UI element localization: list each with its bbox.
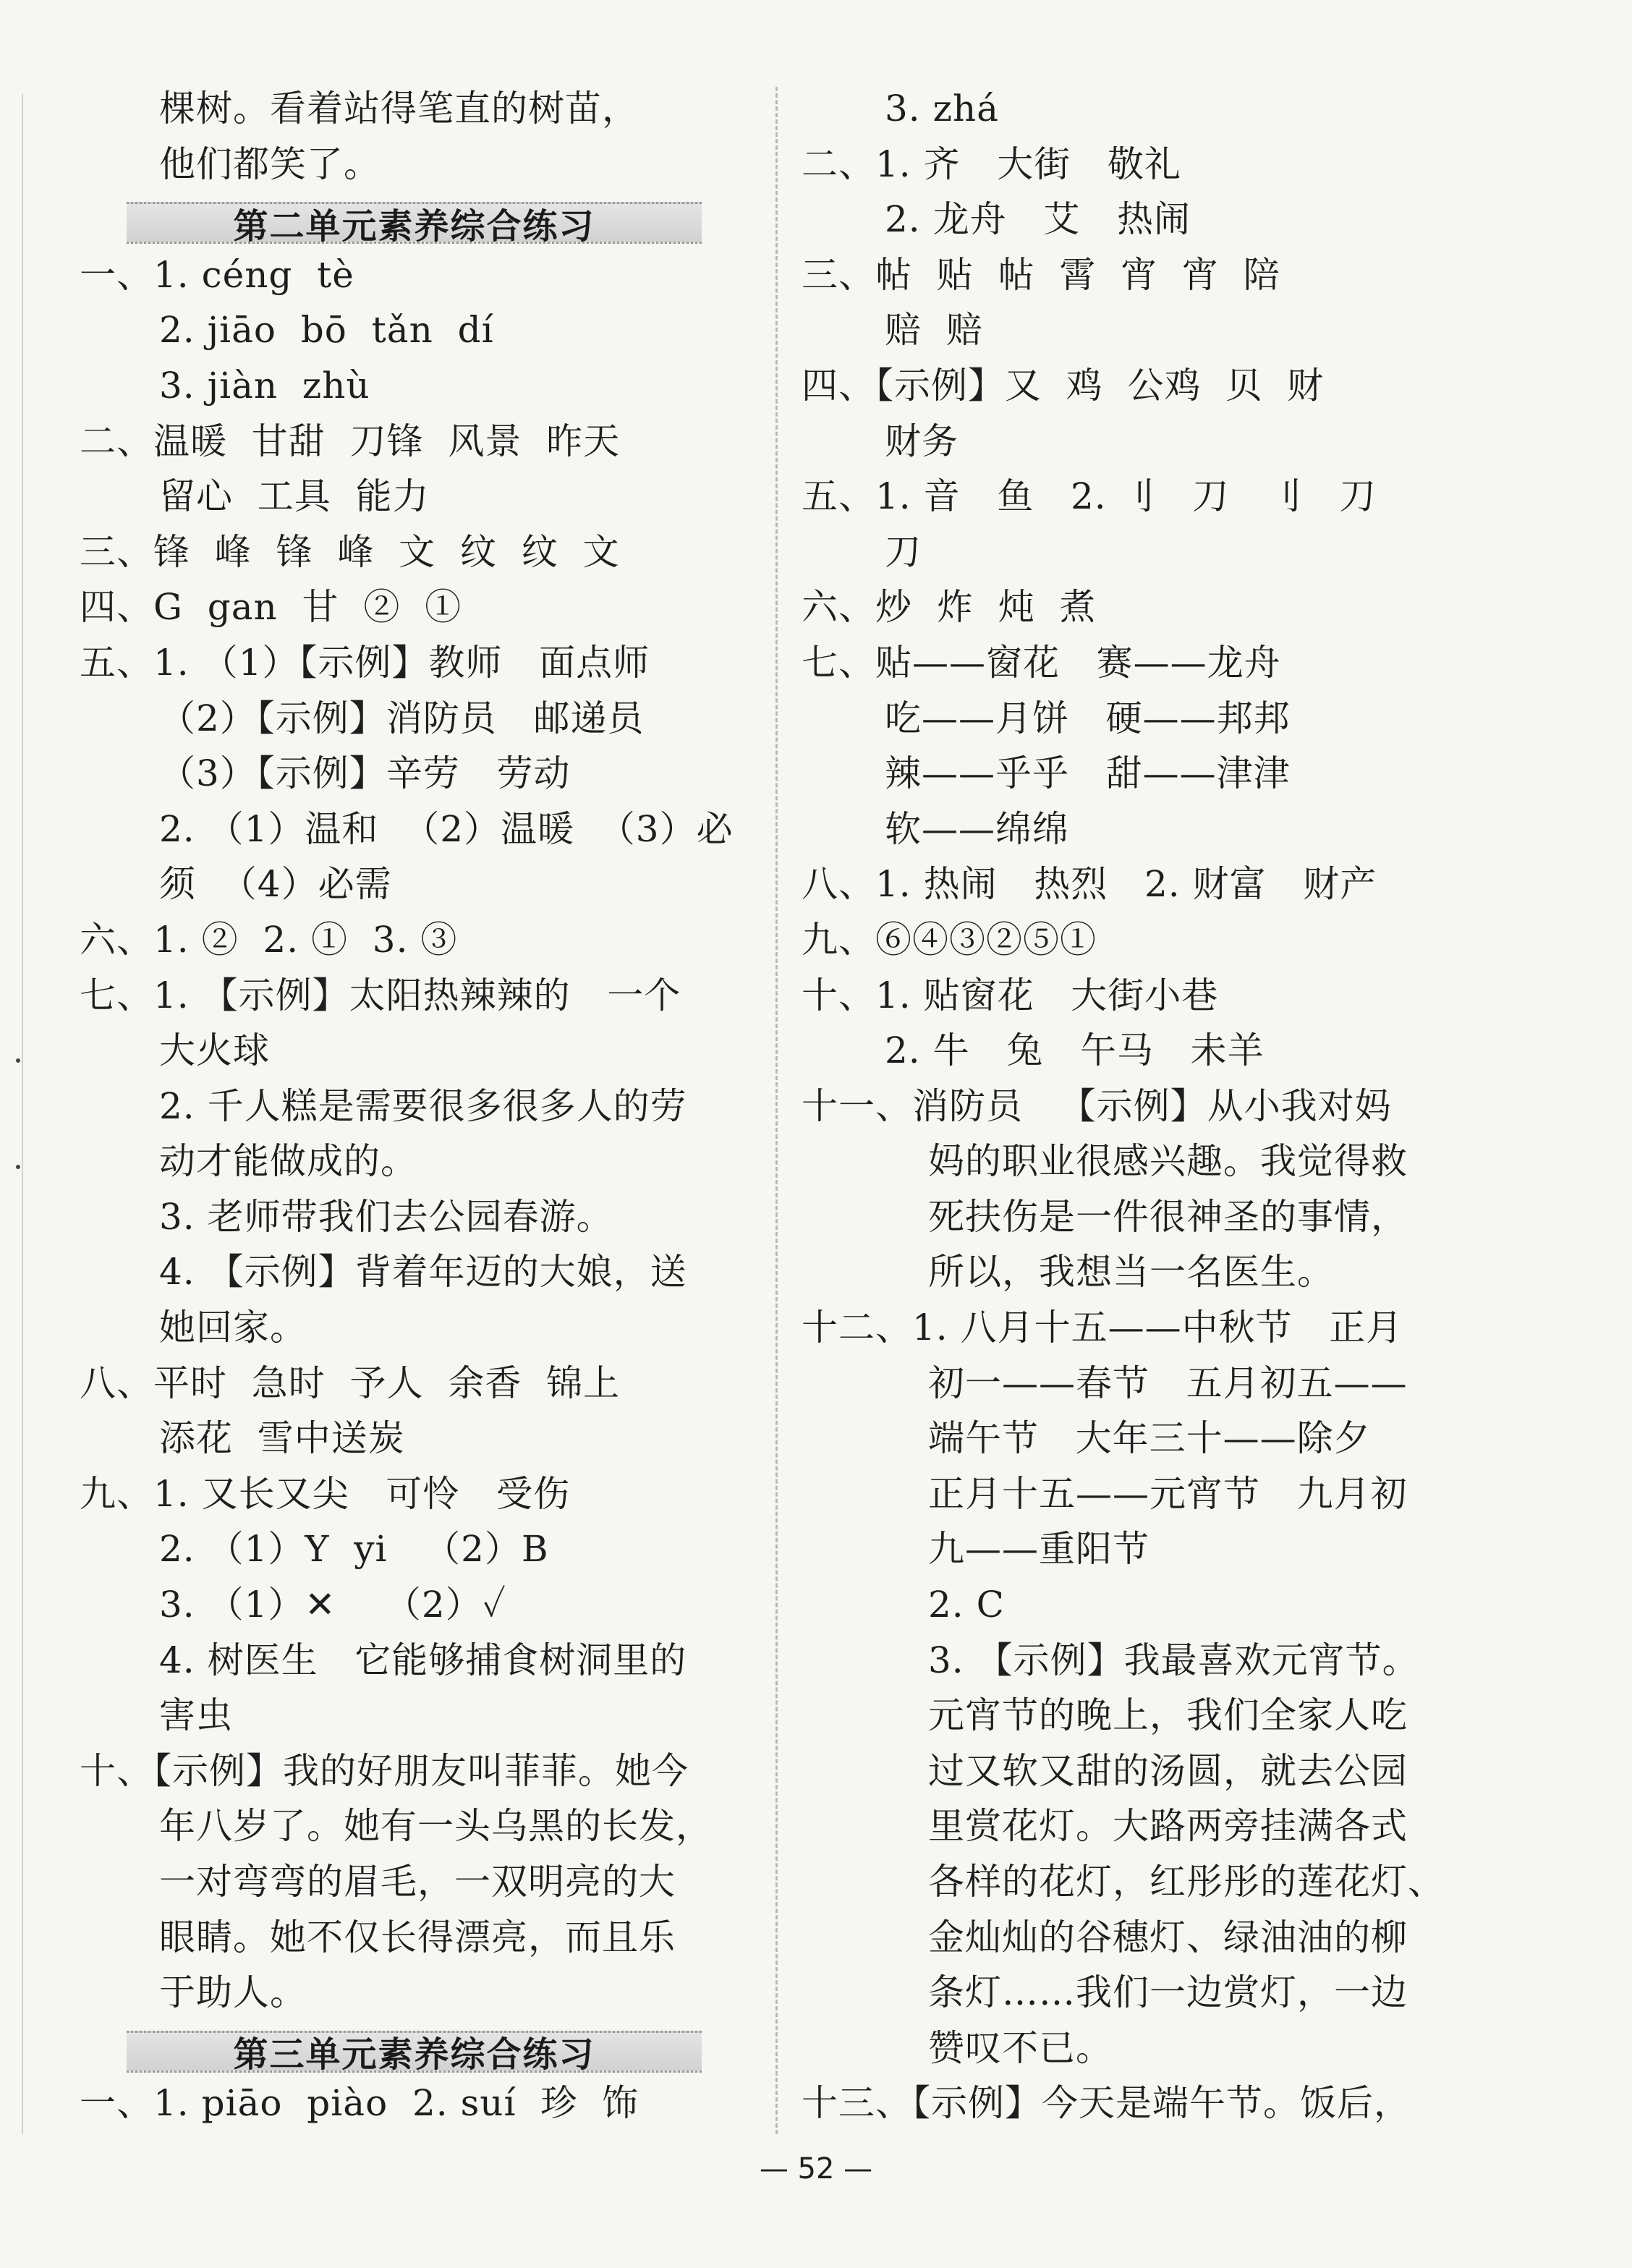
answer-line: 初一——春节 五月初五—— (928, 1362, 1408, 1404)
answer-line: 妈的职业很感兴趣。我觉得救 (928, 1140, 1408, 1183)
answer-line: 一、1. céng tè (80, 253, 354, 296)
answer-line: 七、贴——窗花 赛——龙舟 (802, 641, 1281, 684)
answer-line: 六、1. ② 2. ① 3. ③ (80, 918, 458, 961)
answer-line: 害虫 (159, 1694, 233, 1737)
answer-line: 4. 【示例】背着年迈的大娘，送 (159, 1251, 687, 1294)
answer-line: 十三、【示例】今天是端午节。饭后， (802, 2082, 1411, 2125)
answer-line: 2. jiāo bō tǎn dí (159, 309, 494, 352)
edge-mark (16, 1058, 20, 1063)
section-heading-text: 第三单元素养综合练习 (233, 2034, 595, 2076)
answer-line: 赞叹不已。 (928, 2026, 1113, 2069)
answer-line: 正月十五——元宵节 九月初 (928, 1472, 1408, 1515)
answer-line: 添花 雪中送炭 (159, 1417, 405, 1460)
answer-line: 所以，我想当一名医生。 (928, 1251, 1334, 1294)
answer-line: 须 （4）必需 (159, 863, 392, 906)
answer-line: 吃——月饼 硬——邦邦 (885, 697, 1291, 739)
answer-line: 九、⑥④③②⑤① (802, 918, 1097, 961)
answer-line: 眼睛。她不仅长得漂亮，而且乐 (159, 1916, 676, 1958)
answer-line: 辣——乎乎 甜——津津 (885, 752, 1291, 795)
answer-line: （3）【示例】辛劳 劳动 (159, 752, 571, 795)
answer-line: 3. jiàn zhù (159, 364, 370, 407)
answer-line: 三、锋 峰 锋 峰 文 纹 纹 文 (80, 530, 620, 573)
answer-line: 十一、消防员 【示例】从小我对妈 (802, 1084, 1392, 1127)
answer-line: 2. 龙舟 艾 热闹 (885, 198, 1191, 241)
answer-line: 五、1. （1）【示例】教师 面点师 (80, 641, 650, 684)
section-heading-text: 第二单元素养综合练习 (233, 205, 595, 247)
answer-line: 十二、1. 八月十五——中秋节 正月 (802, 1307, 1403, 1349)
answer-line: 四、G gan 甘 ② ① (80, 586, 462, 629)
answer-line: 2. C (928, 1584, 1005, 1626)
answer-line: 十、1. 贴窗花 大街小巷 (802, 974, 1219, 1016)
answer-line: 2. （1）Y yi （2）B (159, 1528, 549, 1571)
answer-line: 六、炒 炸 炖 煮 (802, 586, 1097, 629)
left-column (80, 81, 752, 2131)
section-heading-band (127, 202, 702, 247)
answer-line: 过又软又甜的汤圆，就去公园 (928, 1749, 1408, 1792)
answer-line: 动才能做成的。 (159, 1140, 417, 1183)
answer-line: 三、帖 贴 帖 霄 宵 宵 陪 (802, 253, 1280, 296)
answer-line: 2. （1）温和 （2）温暖 （3）必 (159, 807, 734, 850)
answer-line: 七、1. 【示例】太阳热辣辣的 一个 (80, 974, 681, 1016)
answer-line: 里赏花灯。大路两旁挂满各式 (928, 1805, 1408, 1848)
answer-line: 4. 树医生 它能够捕食树洞里的 (159, 1639, 687, 1681)
answer-line: 棵树。看着站得笔直的树苗， (159, 88, 639, 129)
answer-line: 各样的花灯，红彤彤的莲花灯、 (928, 1861, 1445, 1903)
answer-line: 五、1. 音 鱼 2. 刂 刀 刂 刀 (802, 475, 1377, 518)
answer-line: 年八岁了。她有一头乌黑的长发， (159, 1805, 713, 1848)
answer-line: 于助人。 (159, 1971, 307, 2014)
answer-line: 财务 (885, 420, 959, 462)
answer-line: 一对弯弯的眉毛，一双明亮的大 (159, 1861, 676, 1903)
answer-line: 八、平时 急时 予人 余香 锦上 (80, 1362, 621, 1404)
answer-line: 3. （1）✕ （2）✓ (159, 1584, 506, 1626)
answer-line: 她回家。 (159, 1307, 307, 1349)
answer-line: 2. 千人糕是需要很多很多人的劳 (159, 1084, 687, 1127)
answer-line: 3. 老师带我们去公园春游。 (159, 1195, 613, 1238)
answer-line: 死扶伤是一件很神圣的事情， (928, 1195, 1408, 1238)
answer-line: 十、【示例】我的好朋友叫菲菲。她今 (80, 1749, 689, 1792)
answer-line: 3. zhá (885, 88, 999, 129)
answer-line: 刀 (885, 530, 922, 573)
column-divider (775, 87, 778, 2134)
answer-line: 2. 牛 兔 午马 未羊 (885, 1029, 1265, 1072)
section-heading (80, 192, 752, 247)
answer-line: 他们都笑了。 (159, 143, 381, 185)
answer-line: 九——重阳节 (928, 1528, 1149, 1571)
answer-line: 二、1. 齐 大街 敬礼 (802, 143, 1181, 185)
answer-line: 九、1. 又长又尖 可怜 受伤 (80, 1472, 570, 1515)
answer-line: 留心 工具 能力 (159, 475, 430, 518)
page-number: — 52 — (759, 2152, 873, 2186)
answer-line: 条灯……我们一边赏灯，一边 (928, 1971, 1408, 2014)
answer-line: 八、1. 热闹 热烈 2. 财富 财产 (802, 863, 1377, 906)
answer-line: 元宵节的晚上，我们全家人吃 (928, 1694, 1408, 1737)
right-column (802, 81, 1525, 2131)
answer-line: 四、【示例】又 鸡 公鸡 贝 财 (802, 364, 1325, 407)
answer-line: 端午节 大年三十——除夕 (928, 1417, 1371, 1460)
answer-line: 二、温暖 甘甜 刀锋 风景 昨天 (80, 420, 621, 462)
answer-line: 一、1. piāo piào 2. suí 珍 饰 (80, 2082, 639, 2125)
answer-line: 金灿灿的谷穗灯、绿油油的柳 (928, 1916, 1408, 1958)
answer-line: 赔 赔 (885, 309, 983, 352)
edge-mark (16, 1165, 20, 1169)
page-edge-line (22, 94, 23, 2134)
answer-line: （2）【示例】消防员 邮递员 (159, 697, 645, 739)
answer-line: 大火球 (159, 1029, 270, 1072)
section-heading-band (127, 2031, 702, 2076)
answer-line: 3. 【示例】我最喜欢元宵节。 (928, 1639, 1419, 1681)
answer-line: 软——绵绵 (885, 807, 1069, 850)
section-heading (80, 2021, 752, 2076)
